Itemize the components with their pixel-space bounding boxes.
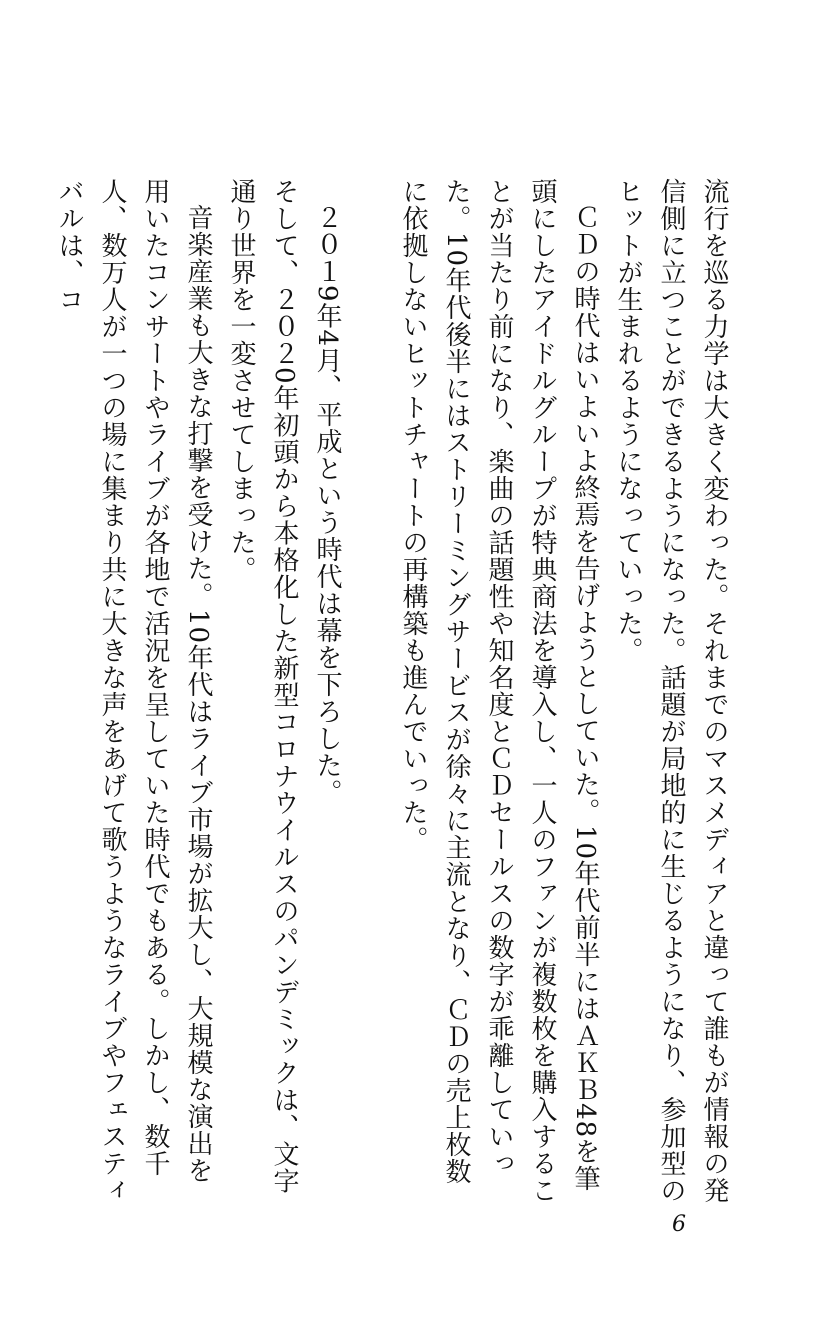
section-break xyxy=(348,178,391,179)
vertical-text-body xyxy=(47,178,735,1208)
paragraph-2: ＣＤの時代はいよいよ終焉を告げようとしていた。10年代前半にはＡＫＢ48を筆頭にしたアイドルグループが特典商法を導入し、一人のファンが複数枚を購入することが当たり前になり、楽曲の話題性や知名度とＣＤセールスの数字が乖離していった。10年代後半にはストリーミングサービスが徐々に主流となり、ＣＤの売上枚数に依拠しないヒットチャートの再構築も進んでいった。 xyxy=(398,178,600,1204)
paragraph-5: 音楽産業も大きな打撃を受けた。10年代はライブ市場が拡大し、大規模な演出を用いたコンサートやライブが各地で活況を呈していた時代でもある。しかし、数千人、数万人が一つの場に集まり共に大きな声をあげて歌うようなライブやフェスティバルは、コ xyxy=(54,178,213,1204)
paragraph-3: ２０１9年4月、平成という時代は幕を下ろした。 xyxy=(312,204,342,807)
paragraph-4: そして、２０２0年初頭から本格化した新型コロナウイルスのパンデミックは、文字通り世界を一変させてしまった。 xyxy=(226,178,299,1195)
paragraph-1: 流行を巡る力学は大きく変わった。それまでのマスメディアと違って誰もが情報の発信側に立つことができるようになった。話題が局地的に生じるようになり、参加型のヒットが生まれるようになっていった。 xyxy=(613,178,729,1204)
page-number: 6 xyxy=(672,1212,686,1237)
